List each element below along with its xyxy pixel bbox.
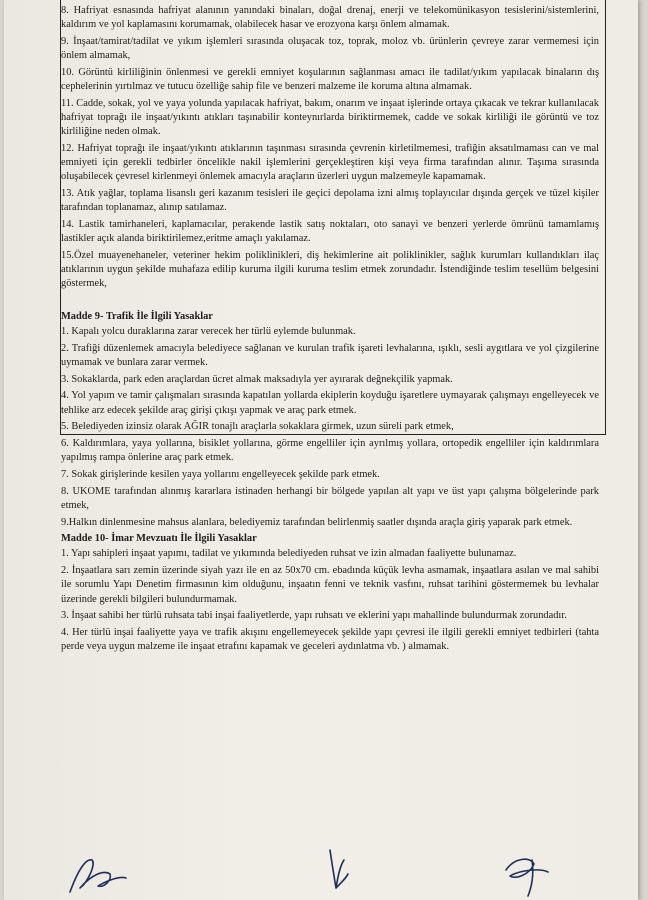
list-item: 14. Lastik tamirhaneleri, kaplamacılar, perakende lastik satış noktaları, oto sanayi ve benzeri yerlerde ömrünü tamamlamış lastikler açık alanda biriktirilemez,eritme amaçlı yakılamaz. [61,218,599,245]
signature-right [506,859,548,896]
signatures [0,830,648,900]
signature-left [70,860,126,892]
list-item: 11. Cadde, sokak, yol ve yaya yolunda yapılacak hafriyat, bakım, onarım ve inşaat işlerinde ortaya çıkacak ve tekrar kullanılacak hafriyat toprağı ile inşaat/yıkıntı atıkları taşınabilir konteynırlarda biriktirmemek, cadde ve sokak kirliliği ile görüntü ve toz kirliliğine neden olmak. [61,97,599,138]
list-item: 5. Belediyeden izinsiz olarak AĞIR tonajlı araçlarla sokaklara girmek, uzun süreli park etmek, [61,421,454,433]
section-heading: Madde 9- Trafik İle İlgili Yasaklar [61,310,213,322]
list-item: 10. Görüntü kirliliğinin önlenmesi ve gerekli emniyet koşularının sağlanması amacı ile tadilat/yıkım yapılacak binaların dış cephelerinin yırtılmaz ve tutucu özelliğe sahip file ve benzeri malzeme ile koruma altına almamak. [61,66,599,93]
list-item: 2. Trafiği düzenlemek amacıyla belediyece sağlanan ve kurulan trafik işareti levhalarına, ışıklı, sesli aygıtlara ve yol çizgilerine uymamak ve bunlara zarar vermek. [61,342,599,368]
list-item: 15.Özel muayenehaneler, veteriner hekim poliklinikleri, diş hekimlerine ait poliklinikler, sağlık kurumları kullandıkları ilaç atıklarının uygun şekilde muhafaza edilip kuruma ilgili kuruma teslim etmek zorundadır. İstendiğinde teslim tesellüm belgesini göstermek, [61,249,599,290]
list-item: 3. İnşaat sahibi her türlü ruhsata tabi inşai faaliyetlerde, yapı ruhsatı ve eklerini yapı mahallinde bulundurmak zorundadır. [61,610,567,622]
section-heading: Madde 10- İmar Mevzuatı İle İlgili Yasaklar [61,533,257,545]
list-item: 3. Sokaklarda, park eden araçlardan ücret almak maksadıyla yer ayırarak değnekçilik yapmak. [61,373,453,385]
madde-10-section [61,532,599,654]
signature-middle [330,850,348,888]
list-item: 8. UKOME tarafından alınmış kararlara istinaden herhangi bir bölgede yapılan alt yapı ve üst yapı çalışma bölgelerinde park etmek, [61,485,599,511]
list-item: 12. Hafriyat toprağı ile inşaat/yıkıntı atıklarının taşınması sırasında çevrenin kirletilmemesi, trafiğin aksatılmaması can ve mal emniyeti için gerekli tedbirler öncelikle nakil işlemlerini gerçekleştiren kişi veya firma tarafından alınır. Taşıma sırasında oluşabilecek çevresel kirlenmeyi önlemek amacıyla araçların üzerleri uygun malzemeyle kapamamak. [61,142,599,183]
list-item: 6. Kaldırımlara, yaya yollarına, bisiklet yollarına, görme engelliler için ayrılmış yollara, ortopedik engelliler için kaldırımlara yapılmış rampa önlerine araç park etmek. [61,437,599,464]
list-item: 4. Yol yapım ve tamir çalışmaları sırasında kapatılan yollarda ekiplerin koyduğu işaretlere uymayarak çalışmayı engelleyecek ve tehlike arz edecek şekilde araç girişi çıkışı yapmak ve araç park etmek. [61,390,599,416]
top-section [61,4,599,291]
list-item: 1. Kapalı yolcu duraklarına zarar verecek her türlü eylemde bulunmak. [61,326,356,338]
list-item: 4. Her türlü inşai faaliyette yaya ve trafik akışını engellemeyecek şekilde yapı çevresi ile ilgili gerekli emniyet tedbirleri (tahta perde veya uygun malzeme ile inşaat etrafını kapamak ve geceleri aydınlatma vb. ) almamak. [61,626,599,653]
document-body [61,4,599,657]
list-item: 1. Yapı sahipleri inşaat yapımı, tadilat ve yıkımında belediyeden ruhsat ve izin almadan faaliyette bulunamaz. [61,548,517,560]
list-item: 8. Hafriyat esnasında hafriyat alanının yanındaki binaları, doğal drenaj, enerji ve telekomünikasyon tesislerini/sistemlerini, kaldırım ve yol kaplamasını korumamak, olabilecek hasar ve erozyona karşı önlem almamak. [61,5,599,31]
list-item: 9. İnşaat/tamirat/tadilat ve yıkım işlemleri sırasında oluşacak toz, toprak, moloz vb. ürünlerin çevreye zarar vermemesi için önlem almamak, [61,35,599,62]
list-item: 9.Halkın dinlenmesine mahsus alanlara, belediyemiz tarafından belirlenmiş saatler dışında araçla giriş yaparak park etmek. [61,516,573,528]
list-item: 7. Sokak girişlerinde kesilen yaya yollarını engelleyecek şekilde park etmek. [61,468,380,480]
list-item: 2. İnşaatlara sarı zemin üzerinde siyah yazı ile en az 50x70 cm. ebadında küçük levha asmamak, inşaatlara asılan ve mal sahibi ile sorumlu Yapı Denetim firmasının kim olduğunu, inşaatın fenni ve teknik vasfını, ruhsat tarihini göstermemek bu levhalar üzerinde gerekli bilgileri bulundurmamak. [61,565,599,605]
list-item: 13. Atık yağlar, toplama lisanslı geri kazanım tesisleri ile geçici depolama izni almış toplayıcılar dışında gerçek ve tüzel kişiler tarafından toplanamaz, alınıp satılamaz. [61,187,599,214]
madde-9-section [61,310,599,530]
